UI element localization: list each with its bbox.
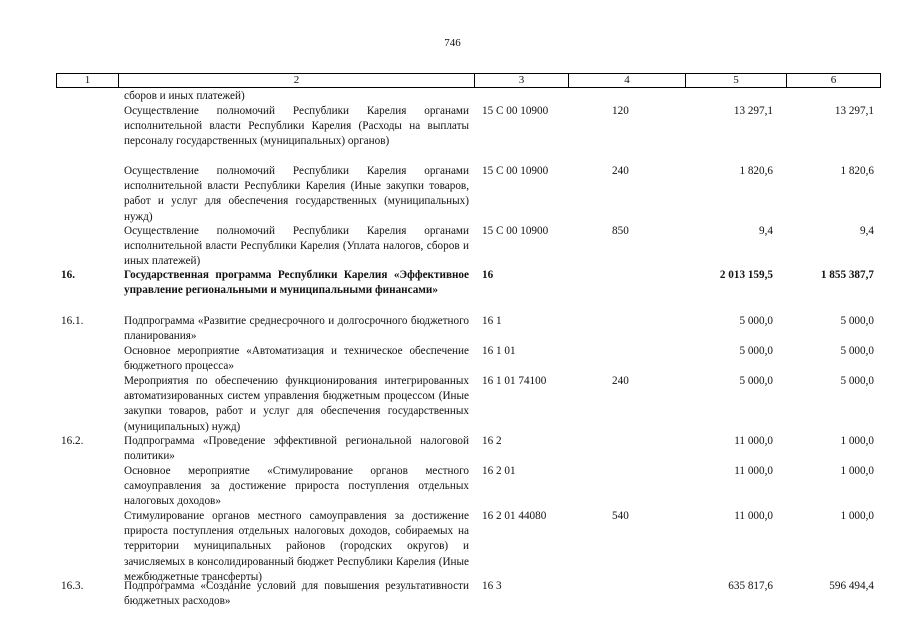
row-description: Мероприятия по обеспечению функционирования интегрированных автоматизированных систем управления бюджетным процессом (Иные закупки товаров, работ и услуг для обеспечения государственных (муниципальных) нужд) [124,375,469,433]
row-expense-type: 540 [612,510,629,522]
row-code: 16 2 01 44080 [482,510,547,522]
row-description: Осуществление полномочий Республики Карелия органами исполнительной власти Республики Карелия (Уплата налогов, сборов и иных платежей) [124,225,469,268]
table-header [56,73,881,88]
header-col-3: 3 [475,74,569,87]
row-description: Стимулирование органов местного самоуправления за достижение прироста поступления отдельных налоговых доходов, собираемых на территории муниципальных районов (городских округов) и зачисляемых в консолидированный бюджет Республики Карелия (Иные межбюджетные трансферты) [124,510,469,583]
row-amount-col5: 5 000,0 [739,375,773,387]
row-code: 16 [482,269,494,281]
row-number: 16.2. [61,435,84,447]
row-amount-col5: 11 000,0 [734,465,773,477]
row-amount-col6: 1 820,6 [840,165,874,177]
row-amount-col6: 13 297,1 [834,105,874,117]
row-amount-col5: 13 297,1 [733,105,773,117]
row-description: Основное мероприятие «Стимулирование органов местного самоуправления за достижение прироста поступления отдельных налоговых доходов» [124,465,469,508]
row-number: 16.1. [61,315,84,327]
row-amount-col5: 5 000,0 [739,345,773,357]
row-amount-col6: 1 000,0 [840,510,874,522]
row-expense-type: 120 [612,105,629,117]
row-amount-col6: 1 000,0 [840,435,874,447]
row-expense-type: 240 [612,165,629,177]
row-amount-col5: 11 000,0 [734,510,773,522]
row-amount-col6: 5 000,0 [840,375,874,387]
row-code: 15 С 00 10900 [482,225,549,237]
row-expense-type: 850 [612,225,629,237]
row-description: сборов и иных платежей) [124,90,245,102]
row-code: 16 1 [482,315,502,327]
row-description: Осуществление полномочий Республики Карелия органами исполнительной власти Республики Карелия (Иные закупки товаров, работ и услуг для обеспечения государственных (муниципальных) нужд) [124,165,469,223]
row-amount-col6: 5 000,0 [840,345,874,357]
row-description: Подпрограмма «Проведение эффективной региональной налоговой политики» [124,435,469,463]
row-expense-type: 240 [612,375,629,387]
row-amount-col5: 5 000,0 [739,315,773,327]
header-col-5: 5 [686,74,787,87]
row-amount-col5: 2 013 159,5 [719,269,773,281]
row-code: 16 1 01 74100 [482,375,547,387]
row-description: Подпрограмма «Создание условий для повышения результативности бюджетных расходов» [124,580,469,608]
row-code: 15 С 00 10900 [482,105,549,117]
page-number: 746 [444,37,461,49]
row-number: 16. [61,269,75,281]
row-amount-col6: 9,4 [860,225,874,237]
row-code: 16 2 [482,435,502,447]
header-col-6: 6 [830,74,837,86]
row-code: 16 2 01 [482,465,516,477]
row-description: Подпрограмма «Развитие среднесрочного и долгосрочного бюджетного планирования» [124,315,469,343]
row-amount-col5: 11 000,0 [734,435,773,447]
header-col-1: 1 [57,74,119,87]
row-amount-col6: 1 000,0 [840,465,874,477]
row-description: Осуществление полномочий Республики Карелия органами исполнительной власти Республики Карелия (Расходы на выплаты персоналу государственных (муниципальных) органов) [124,105,469,148]
row-amount-col5: 1 820,6 [739,165,773,177]
row-amount-col5: 635 817,6 [728,580,773,592]
row-code: 16 1 01 [482,345,516,357]
header-col-2: 2 [119,74,475,87]
row-number: 16.3. [61,580,84,592]
row-amount-col6: 5 000,0 [840,315,874,327]
row-code: 15 С 00 10900 [482,165,549,177]
row-description: Государственная программа Республики Карелия «Эффективное управление региональными и муниципальными финансами» [124,269,469,297]
row-code: 16 3 [482,580,502,592]
header-col-4: 4 [569,74,686,87]
row-description: Основное мероприятие «Автоматизация и техническое обеспечение бюджетного процесса» [124,345,469,373]
row-amount-col5: 9,4 [759,225,773,237]
row-amount-col6: 596 494,4 [829,580,874,592]
row-amount-col6: 1 855 387,7 [820,269,874,281]
